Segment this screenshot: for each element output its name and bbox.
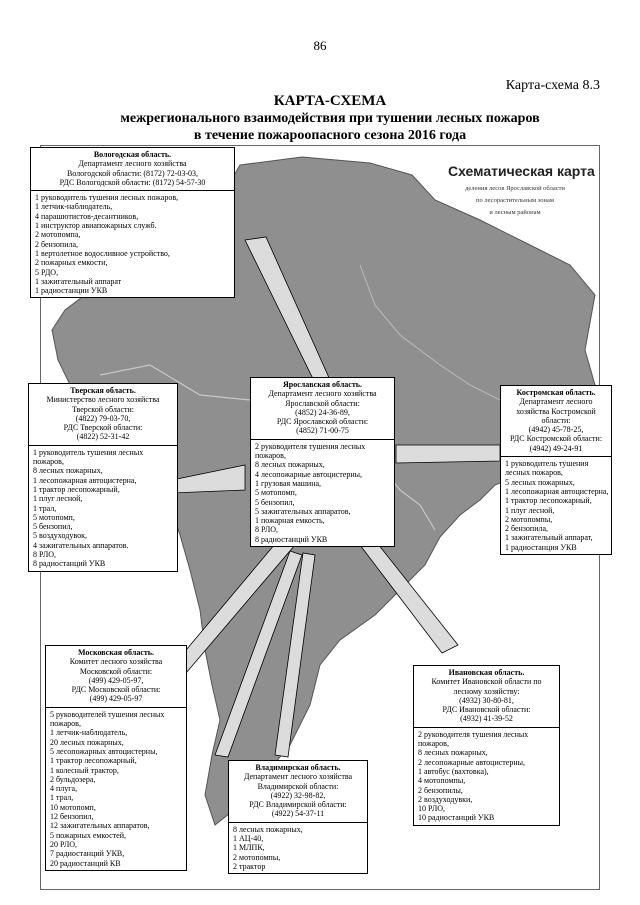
list-item: 12 зажигательных аппаратов, xyxy=(50,821,150,831)
moscow-header-line: РДС Московской области: xyxy=(71,685,161,695)
list-item: 1 трактор лесопожарный, xyxy=(50,756,137,766)
list-item: 8 лесных пожарных, xyxy=(255,460,325,470)
ivanovo-region-box xyxy=(413,665,560,826)
vladimir-header-line: Департамент лесного хозяйства xyxy=(243,772,353,782)
moscow-items xyxy=(46,708,186,870)
list-item: 4 зажигательных аппаратов. xyxy=(33,540,129,550)
list-item: 5 бензопил, xyxy=(255,497,295,507)
yaroslavl-header-line: (4852) 24-36-89, xyxy=(295,407,350,417)
tver-header-line: РДС Тверской области: xyxy=(63,423,143,433)
tver-header xyxy=(29,384,177,446)
list-item: 5 мотопомп, xyxy=(255,488,297,498)
tver-header-line: (4822) 52-31-42 xyxy=(76,432,130,442)
list-item: 12 бензопил, xyxy=(50,812,94,822)
list-item: 5 зажигательных аппаратов, xyxy=(255,506,351,516)
list-item: 1 радиостанции УКВ xyxy=(35,286,108,296)
list-item: 1 радиостанция УКВ xyxy=(505,542,577,552)
title-line-3: в течение пожароопасного сезона 2016 года xyxy=(193,128,467,143)
list-item: 5 воздуходувок, xyxy=(33,531,87,541)
list-item: 2 мотопомпы, xyxy=(505,514,553,524)
list-item: 8 лесных пожарных, xyxy=(33,466,103,476)
tver-region-box xyxy=(28,383,178,572)
vologda-name: Вологодская область. xyxy=(93,150,172,159)
list-item: 1 руководитель тушения лесных xyxy=(33,447,144,457)
vologda-header-line: Вологодской области: (8172) 72-03-03, xyxy=(66,168,199,178)
list-item: 5 РДО, xyxy=(35,267,59,277)
kostroma-name: Костромская область. xyxy=(516,388,596,397)
list-item: 1 лесопожарная автоцистерна, xyxy=(33,475,137,485)
list-item: 2 бензопилы, xyxy=(418,785,463,795)
list-item: 20 лесных пожарных, xyxy=(50,737,124,747)
list-item: 2 лесопожарные автоцистерны, xyxy=(418,757,525,767)
list-item: 5 лесопожарных автоцистерны, xyxy=(50,746,158,756)
list-item: 1 пожарная емкость, xyxy=(255,516,325,526)
list-item: 8 радиостанций УКВ xyxy=(255,534,328,544)
kostroma-header-line: (4942) 45-78-25, xyxy=(528,425,584,435)
kostroma-header-line: хозяйства Костромской xyxy=(516,406,596,416)
tver-name: Тверская область. xyxy=(70,386,136,395)
tver-header-line: (4822) 79-03-70, xyxy=(75,413,131,423)
list-item: 1 автобус (вахтовка), xyxy=(418,766,489,776)
vladimir-region-box xyxy=(228,760,368,874)
list-item: 10 мотопомп, xyxy=(50,802,96,812)
list-item: 8 РЛО, xyxy=(255,525,279,535)
legend-line-3: и лесным районам xyxy=(489,209,541,216)
vladimir-name: Владимирская область. xyxy=(255,763,341,772)
kostroma-header xyxy=(501,386,611,457)
vologda-header-line: Департамент лесного хозяйства xyxy=(78,159,187,169)
list-item: пожаров, xyxy=(418,739,449,749)
ivanovo-header-line: Комитет Ивановской области по xyxy=(431,677,542,687)
kostroma-header-line: РДС Костромской области: xyxy=(509,434,603,444)
list-item: 8 лесных пожарных, xyxy=(233,824,303,834)
list-item: 1 летчик-наблюдатель, xyxy=(50,728,128,738)
list-item: 20 радиостанций КВ xyxy=(50,858,121,868)
vladimir-header-line: (4922) 32-98-82, xyxy=(270,790,326,800)
list-item: 1 трактор лесопожарный, xyxy=(505,496,592,506)
ivanovo-name: Ивановская область. xyxy=(448,668,525,677)
list-item: 4 парашютистов-десантников, xyxy=(35,211,139,221)
list-item: 1 руководитель тушения лесных пожаров, xyxy=(35,193,179,203)
tver-items xyxy=(29,446,177,571)
tver-header-line: Министерство лесного хозяйства xyxy=(46,395,160,405)
ivanovo-header-line: (4932) 41-39-52 xyxy=(460,714,513,724)
kostroma-header-line: области: xyxy=(541,415,571,425)
ivanovo-header-line: лесному хозяйству: xyxy=(453,686,520,696)
list-item: 2 бульдозера, xyxy=(50,774,96,784)
list-item: 5 бензопил, xyxy=(33,522,73,532)
ivanovo-header-line: (4932) 30-80-81, xyxy=(459,695,514,705)
list-item: 20 РЛО, xyxy=(50,839,78,849)
list-item: 8 радиостанций УКВ xyxy=(33,559,106,569)
yaroslavl-header-line: Ярославской области: xyxy=(285,398,360,408)
list-item: пожаров, xyxy=(50,719,81,729)
legend-line-1: деления лесов Ярославской области xyxy=(465,185,565,192)
kostroma-header-line: (4942) 49-24-91 xyxy=(529,443,583,453)
list-item: 5 руководителей тушения лесных xyxy=(50,709,165,719)
list-item: 5 лесных пожарных, xyxy=(505,477,575,487)
tver-header-line: Тверской области: xyxy=(71,404,135,414)
list-item: 2 воздуходувки, xyxy=(418,794,473,804)
list-item: 2 трактор xyxy=(233,861,266,871)
list-item: 1 плуг лесной, xyxy=(505,505,555,515)
kostroma-items xyxy=(501,457,611,554)
list-item: 1 инструктор авиапожарных служб. xyxy=(35,221,157,231)
vologda-header-line: РДС Вологодской области: (8172) 54-57-30 xyxy=(59,177,206,187)
list-item: 2 руководителя тушения лесных xyxy=(255,441,366,451)
moscow-region-box xyxy=(45,645,187,871)
moscow-name: Московская область. xyxy=(77,648,155,657)
list-item: 1 трактор лесопожарный, xyxy=(33,484,120,494)
list-item: 8 лесных пожарных, xyxy=(418,748,488,758)
ivanovo-header xyxy=(414,666,559,728)
list-item: 2 мотопомпы, xyxy=(233,852,281,862)
list-item: 7 радиостанций УКВ, xyxy=(50,849,125,859)
list-item: 1 колесный трактор, xyxy=(50,765,119,775)
list-item: 2 мотопомпа, xyxy=(35,230,81,240)
list-item: пожаров, xyxy=(33,457,64,467)
moscow-header-line: (499) 429-05-97 xyxy=(89,694,143,704)
vladimir-header-line: РДС Владимирской области: xyxy=(249,800,347,810)
list-item: 5 пожарных емкостей, xyxy=(50,830,126,840)
yaroslavl-header-line: (4852) 71-00-75 xyxy=(296,426,349,436)
moscow-header xyxy=(46,646,186,708)
moscow-header-line: Московской области: xyxy=(79,666,153,676)
list-item: 4 лесопожарные автоцистерны, xyxy=(255,469,362,479)
list-item: 1 МЛПК, xyxy=(233,843,265,853)
vologda-region-box xyxy=(30,147,235,298)
yaroslavl-name: Ярославская область. xyxy=(282,380,363,389)
yaroslavl-region-box xyxy=(250,377,395,547)
list-item: 1 грузовая машина, xyxy=(255,478,322,488)
yaroslavl-items xyxy=(251,440,394,546)
list-item: 1 зажигательный аппарат, xyxy=(505,533,593,543)
list-item: 1 лесопожарная автоцистерна, xyxy=(505,486,608,496)
arrow-to-kostroma xyxy=(396,445,500,463)
moscow-header-line: Комитет лесного хозяйства xyxy=(69,657,163,667)
legend-title: Схематическая карта xyxy=(448,163,595,179)
list-item: 1 плуг лесной, xyxy=(33,494,83,504)
vologda-items xyxy=(31,191,234,297)
title-line-2: межрегионального взаимодействия при тушении лесных пожаров xyxy=(120,111,540,126)
list-item: 1 руководитель тушения xyxy=(505,459,589,469)
list-item: лесных пожаров, xyxy=(505,468,563,478)
vladimir-header-line: (4922) 54-37-11 xyxy=(271,809,325,819)
kostroma-header-line: Департамент лесного xyxy=(519,397,593,407)
vladimir-header xyxy=(229,761,367,823)
scheme-number: Карта-схема 8.3 xyxy=(505,78,600,93)
list-item: 4 плуга, xyxy=(50,784,78,794)
vladimir-header-line: Владимирской области: xyxy=(257,781,339,791)
list-item: 1 АЦ-40, xyxy=(233,834,264,844)
list-item: 1 летчик-наблюдатель, xyxy=(35,202,113,212)
yaroslavl-header xyxy=(251,378,394,440)
list-item: 2 бензопила, xyxy=(505,524,549,534)
yaroslavl-header-line: РДС Ярославской области: xyxy=(276,417,369,427)
list-item: 10 радиостанций УКВ xyxy=(418,813,495,823)
list-item: 10 РЛО, xyxy=(418,804,446,814)
list-item: 1 зажигательный аппарат xyxy=(35,276,122,286)
list-item: 8 РЛО, xyxy=(33,550,57,560)
list-item: пожаров, xyxy=(255,451,286,461)
page-number: 86 xyxy=(313,38,327,53)
list-item: 2 руководителя тушения лесных xyxy=(418,729,529,739)
list-item: 2 бензопила, xyxy=(35,239,79,249)
legend-line-2: по лесорастительным зонам xyxy=(476,197,554,204)
moscow-header-line: (499) 429-05-97, xyxy=(88,675,144,685)
ivanovo-header-line: РДС Ивановской области: xyxy=(442,705,531,715)
list-item: 1 трал, xyxy=(33,503,57,513)
title-line-1: КАРТА-СХЕМА xyxy=(273,93,387,109)
list-item: 1 вертолетное водосливное устройство, xyxy=(35,248,170,258)
kostroma-region-box xyxy=(500,385,612,555)
list-item: 5 мотопомп, xyxy=(33,512,75,522)
list-item: 2 пожарных емкости, xyxy=(35,258,108,268)
vologda-header xyxy=(31,148,234,191)
list-item: 4 мотопомпы, xyxy=(418,776,466,786)
vladimir-items xyxy=(229,823,367,873)
yaroslavl-header-line: Департамент лесного хозяйства xyxy=(268,389,377,399)
ivanovo-items xyxy=(414,728,559,825)
list-item: 1 трал, xyxy=(50,793,74,803)
